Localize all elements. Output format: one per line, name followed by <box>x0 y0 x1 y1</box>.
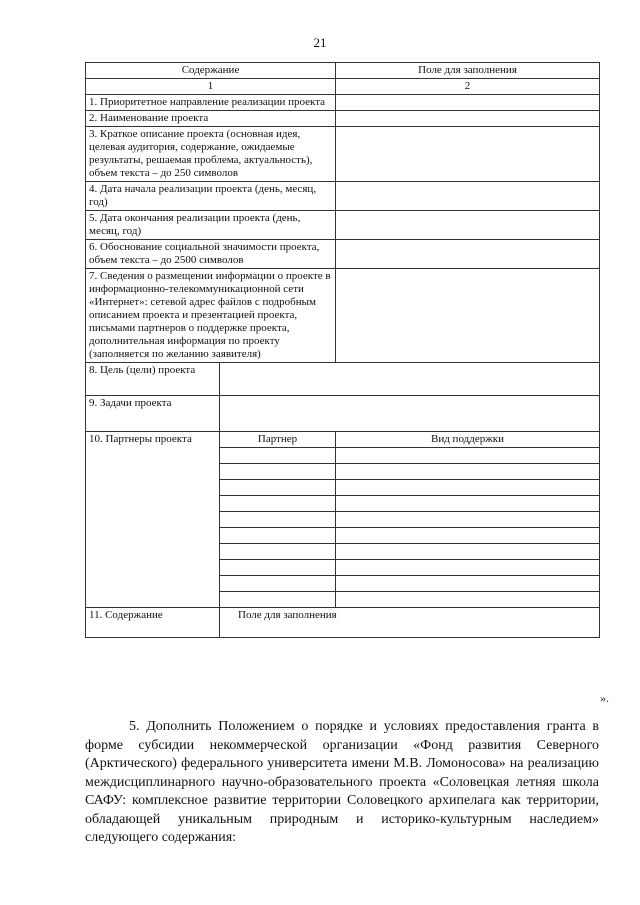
support-cell[interactable] <box>336 496 600 512</box>
fill-cell[interactable] <box>336 211 600 240</box>
partner-cell[interactable] <box>220 496 336 512</box>
amendment-paragraph <box>85 718 599 848</box>
support-cell[interactable] <box>336 544 600 560</box>
partner-cell[interactable] <box>220 544 336 560</box>
row-label: 4. Дата начала реализации проекта (день, месяц, год) <box>86 182 336 211</box>
page-number: 21 <box>313 35 327 50</box>
row-label: 6. Обоснование социальной значимости проекта, объем текста – до 2500 символов <box>86 240 336 269</box>
fill-cell[interactable] <box>336 127 600 182</box>
support-cell[interactable] <box>336 480 600 496</box>
tasks-fill[interactable] <box>220 396 600 432</box>
header-fill: Поле для заполнения <box>336 63 600 79</box>
support-cell[interactable] <box>336 528 600 544</box>
row-label: 1. Приоритетное направление реализации проекта <box>86 95 336 111</box>
row-label: 5. Дата окончания реализации проекта (день, месяц, год) <box>86 211 336 240</box>
partners-label: 10. Партнеры проекта <box>86 432 220 608</box>
support-cell[interactable] <box>336 576 600 592</box>
closing-quote: ». <box>600 691 609 705</box>
partner-cell[interactable] <box>220 528 336 544</box>
support-cell[interactable] <box>336 592 600 608</box>
partner-cell[interactable] <box>220 560 336 576</box>
row-label: 3. Краткое описание проекта (основная идея, целевая аудитория, содержание, ожидаемые результаты, решаемая проблема, актуальность), объем текста – до 250 символов <box>86 127 336 182</box>
header-content: Содержание <box>86 63 336 79</box>
tasks-label: 9. Задачи проекта <box>86 396 220 432</box>
support-cell[interactable] <box>336 448 600 464</box>
goal-fill[interactable] <box>220 363 600 396</box>
fill-cell[interactable] <box>336 182 600 211</box>
support-cell[interactable] <box>336 464 600 480</box>
last-row-label: 11. Содержание <box>86 608 220 638</box>
partner-cell[interactable] <box>220 592 336 608</box>
support-cell[interactable] <box>336 560 600 576</box>
col-number-1: 1 <box>86 79 336 95</box>
paragraph-text: 5. Дополнить Положением о порядке и условиях предоставления гранта в форме субсидии некоммерческой организации «Фонд развития Северного (Арктического) федерального университета имени М.В. Ломоносова» на реализацию междисциплинарного научно-образовательного проекта «Соловецкая летняя школа САФУ: комплексное развитие территории Соловецкого архипелага как территории, обладающей уникальным природным и историко-культурным наследием» следующего содержания: <box>85 719 599 845</box>
fill-cell[interactable] <box>336 240 600 269</box>
application-form-table <box>85 62 600 638</box>
col-number-2: 2 <box>336 79 600 95</box>
support-header: Вид поддержки <box>336 432 600 448</box>
partner-header: Партнер <box>220 432 336 448</box>
partner-cell[interactable] <box>220 512 336 528</box>
fill-cell[interactable] <box>336 111 600 127</box>
fill-cell[interactable] <box>336 95 600 111</box>
partner-cell[interactable] <box>220 448 336 464</box>
partner-cell[interactable] <box>220 576 336 592</box>
partner-cell[interactable] <box>220 480 336 496</box>
row-label: 2. Наименование проекта <box>86 111 336 127</box>
partner-cell[interactable] <box>220 464 336 480</box>
row-label: 7. Сведения о размещении информации о проекте в информационно-телекоммуникационной сети «Интернет»: сетевой адрес файлов с подробным описанием проекта и презентацией проекта, письмами партнеров о поддержке проекта, дополнительная информация по проекту (заполняется по желанию заявителя) <box>86 269 336 363</box>
fill-cell[interactable] <box>336 269 600 363</box>
support-cell[interactable] <box>336 512 600 528</box>
goal-label: 8. Цель (цели) проекта <box>86 363 220 396</box>
last-row-fill: Поле для заполнения <box>220 608 600 638</box>
